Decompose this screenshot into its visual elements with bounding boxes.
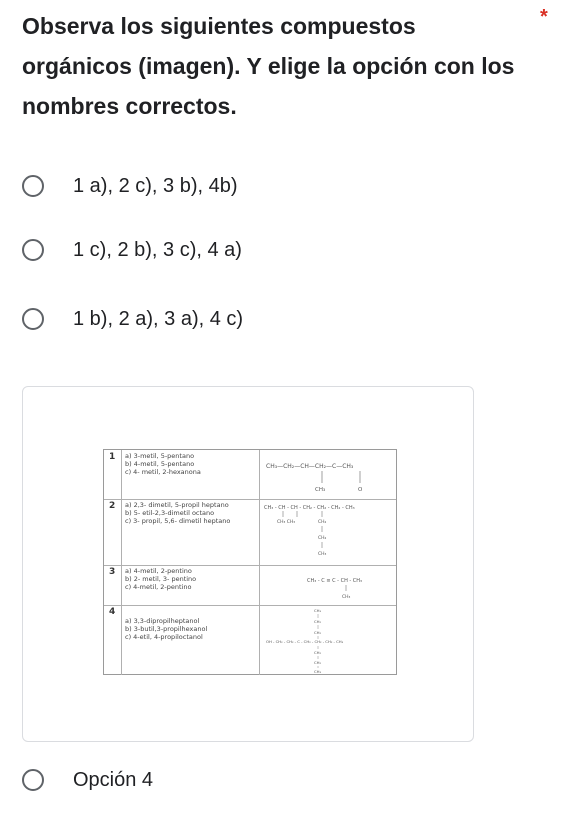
formula-substituent: CH₂ [314, 619, 322, 624]
name-option-c: c) 3- propil, 5,6- dimetil heptano [125, 517, 231, 525]
question-image-card [22, 386, 474, 742]
structure-formula [262, 499, 396, 568]
name-option-a: a) 3,3-dipropilheptanol [125, 617, 200, 625]
option-1[interactable] [22, 166, 238, 206]
structure-formula [262, 565, 396, 608]
formula-substituent: CH₂ [314, 650, 322, 655]
compound-row-3 [104, 565, 396, 606]
row-number: 4 [109, 607, 116, 617]
question-title: Observa los siguientes compuestos orgánicos (imagen). Y elige la opción con los nombres correctos. [22, 13, 515, 119]
option-label: 1 a), 2 c), 3 b), 4b) [73, 174, 238, 197]
name-option-a: a) 3-metil, 5-pentano [125, 452, 195, 460]
required-asterisk: * [540, 6, 548, 28]
radio-button[interactable] [22, 175, 44, 197]
formula-main-chain: CH₃—CH₂—CH—CH₂—C—CH₃ [266, 463, 354, 470]
compound-row-1 [104, 450, 396, 500]
formula-main-chain: CH₃ - CH - CH - CH₂ - CH₂ - CH₂ - CH₃ [264, 505, 355, 511]
option-label: 1 b), 2 a), 3 a), 4 c) [73, 307, 244, 330]
name-options [125, 501, 230, 525]
name-option-a: a) 4-metil, 2-pentino [125, 567, 192, 575]
name-option-b: b) 2- metil, 3- pentino [125, 575, 197, 583]
formula-substituent: CH₂ [318, 536, 327, 541]
compounds-table-image [103, 449, 397, 675]
formula-substituent: CH₃ [315, 487, 326, 493]
name-options [125, 567, 196, 591]
row-number: 2 [109, 501, 116, 511]
formula-substituent: CH₂ [314, 660, 322, 665]
name-option-c: c) 4-etil, 4-propiloctanol [125, 633, 203, 641]
formula-substituent: CH₃ CH₃ [277, 520, 296, 525]
name-option-a: a) 2,3- dimetil, 5-propil heptano [125, 501, 229, 509]
compound-row-2 [104, 499, 396, 566]
option-2[interactable] [22, 230, 242, 270]
structure-formula [262, 450, 396, 502]
formula-substituent: O [358, 487, 363, 493]
option-3[interactable] [22, 299, 243, 339]
formula-substituent: CH₃ [342, 595, 351, 600]
row-number: 1 [109, 452, 116, 462]
radio-button[interactable] [22, 769, 44, 791]
name-options [125, 452, 201, 476]
name-option-b: b) 4-metil, 5-pentano [125, 460, 195, 468]
row-number: 3 [109, 567, 116, 577]
formula-main-chain: OH - CH₂ - CH₂ - C - CH₂ - CH₂ - CH₂ - CH₃ [266, 639, 344, 644]
formula-substituent: CH₃ [314, 669, 322, 674]
option-label: Opción 4 [73, 768, 154, 791]
name-options [125, 617, 207, 641]
option-label: 1 c), 2 b), 3 c), 4 a) [73, 238, 242, 261]
formula-substituent: CH₃ [318, 552, 327, 557]
formula-main-chain: CH₃ - C ≡ C - CH - CH₃ [307, 578, 363, 584]
name-option-b: b) 5- etil-2,3-dimetil octano [125, 509, 215, 517]
formula-substituent: CH₂ [318, 520, 327, 525]
option-4[interactable] [22, 760, 153, 800]
compound-row-4 [104, 605, 396, 675]
radio-button[interactable] [22, 308, 44, 330]
name-option-c: c) 4-metil, 2-pentino [125, 583, 192, 591]
name-option-c: c) 4- metil, 2-hexanona [125, 468, 201, 476]
name-option-b: b) 3-butil,3-propilhexanol [125, 625, 208, 633]
structure-formula [262, 605, 396, 678]
formula-substituent: CH₂ [314, 630, 322, 635]
radio-button[interactable] [22, 239, 44, 261]
formula-substituent: CH₃ [314, 608, 322, 613]
